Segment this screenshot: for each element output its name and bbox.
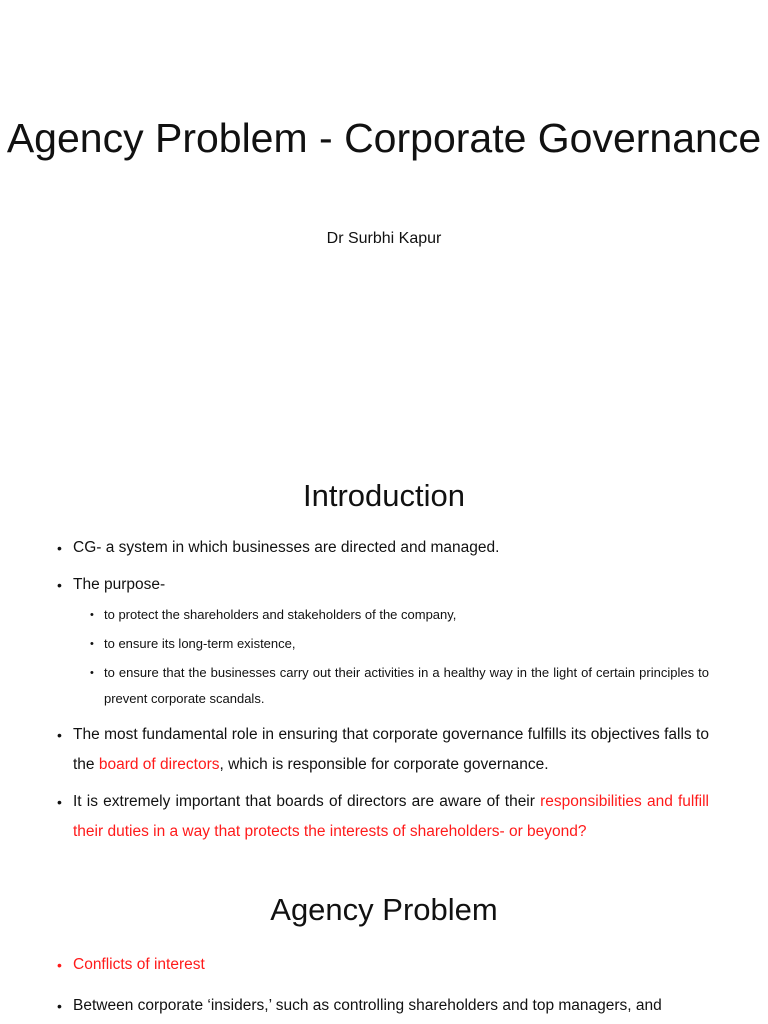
- responsibilities-highlight: responsibilities and fulfill their duties in a way that protects the interests of shareholders- or beyond?: [73, 793, 710, 840]
- title-slide: [0, 0, 768, 440]
- board-of-directors-highlight: board of directors: [98, 756, 220, 773]
- author-name: Dr Surbhi Kapur: [326, 230, 442, 247]
- sub-bullet-protect: • to protect the shareholders and stakeholders of the company,: [88, 602, 709, 628]
- agency-problem-heading: Agency Problem: [270, 892, 498, 927]
- sub-bullet-healthy-way: • to ensure that the businesses carry out their activities in a healthy way in the light of certain principles to prevent corporate scandals.: [88, 660, 709, 712]
- agency-problem-slide: [0, 870, 768, 1024]
- bullet-conflicts-of-interest: • Conflicts of interest: [56, 950, 709, 980]
- board-role-text: The most fundamental role in ensuring that corporate governance fulfills its objectives falls to the: [73, 726, 709, 773]
- presentation-title: Agency Problem - Corporate Governance: [6, 115, 762, 161]
- introduction-heading: Introduction: [303, 478, 465, 513]
- bullet-definition: • CG- a system in which businesses are directed and managed.: [56, 533, 709, 563]
- board-role-text-end: , which is responsible for corporate governance.: [219, 756, 549, 773]
- agency-problem-bullets: [56, 950, 709, 1021]
- bullet-purpose: [56, 570, 709, 712]
- purpose-sub-bullets: [88, 602, 709, 712]
- sub-bullet-existence: • to ensure its long-term existence,: [88, 631, 709, 657]
- bullet-board-role: [56, 720, 709, 780]
- purpose-label: The purpose-: [73, 576, 166, 593]
- board-awareness-text: It is extremely important that boards of directors are aware of their: [73, 793, 541, 810]
- bullet-board-awareness: [56, 787, 709, 847]
- introduction-bullets: [56, 533, 709, 847]
- introduction-slide: [0, 440, 768, 870]
- bullet-insiders: • Between corporate ‘insiders,’ such as controlling shareholders and top managers, and: [56, 991, 709, 1021]
